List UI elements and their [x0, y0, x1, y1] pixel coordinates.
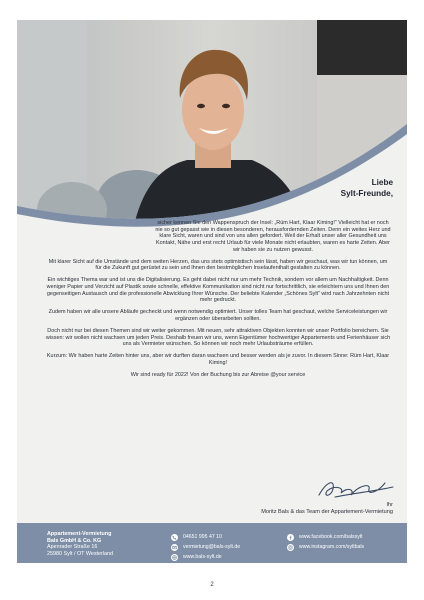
- letter-paragraph-3: Ein wichtiges Thema war und ist uns die Digitalisierung. Es geht dabei nicht nur um mehr Technik, sondern vor allem um Nachhaltigkeit. Denn weniger Papier und Verzicht auf Plastik sowie schnelle, effektive Kommunikation sind nicht nur fortschrittlich, sie erleichtern uns und Ihnen den gegenseitigen Austausch und die professionelle Abwicklung Ihrer Wünsche. Der beliebte Kalender „Schönes Sylt“ wird nach Jahrzehnten nicht mehr gedruckt.: [46, 277, 390, 304]
- globe-icon: [171, 554, 178, 561]
- closing-line-1: Ihr: [386, 502, 393, 508]
- letter-paragraph-5: Doch nicht nur bei diesen Themen sind wir weiter gekommen. Mit neuen, sehr attraktiven Objekten konnten wir unser Portfolio bereichern. Sie wissen: wir wollen nicht wachsen um jeden Preis. Deshalb freuen wir uns, wenn Eigentümer hochwertiger Appartements und Ferienhäuser sich uns als Vermieter wünschen. So können wir noch mehr Urlaubsträume erfüllen.: [45, 327, 391, 348]
- email-row[interactable]: [171, 542, 240, 552]
- web-text: www.bals-sylt.de: [183, 554, 222, 560]
- letter-paragraph-6: Kurzum: Wir haben harte Zeiten hinter uns, aber wir durften daran wachsen und besser werden als je zuvor. In diesem Sinne: Rüm Hart, Klaar Kiming!: [46, 353, 390, 366]
- portrait-photo: [17, 20, 407, 235]
- letter-page: [17, 20, 407, 563]
- web-row[interactable]: [171, 552, 240, 562]
- instagram-icon: [287, 544, 294, 551]
- closing-line-2: Moritz Bals & das Team der Appartement-Vermietung: [261, 509, 393, 515]
- mail-icon: [171, 544, 178, 551]
- letter-paragraph-4: Zudem haben wir alle unsere Abläufe gecheckt und wenn notwendig optimiert. Unser tolles Team hat geschaut, welche Serviceleistungen wir ergänzen oder überarbeiten sollten.: [48, 309, 388, 322]
- instagram-text: www.instagram.com/syltbals: [299, 544, 365, 550]
- letter-body: [45, 220, 391, 384]
- footer: [17, 523, 407, 563]
- phone-text: 04651 995 47 10: [183, 534, 222, 540]
- page-number: 2: [210, 582, 214, 588]
- phone-icon: [171, 534, 178, 541]
- facebook-icon: [287, 534, 294, 541]
- company-street: Apenrader Straße 16: [47, 544, 98, 551]
- company-city: 25980 Sylt / OT Westerland: [47, 550, 114, 557]
- closing: [261, 502, 393, 516]
- letter-paragraph-7: Wir sind ready für 2022! Von der Buchung bis zur Abreise @your service: [130, 371, 306, 378]
- company-legal: Bals GmbH & Co. KG: [47, 537, 102, 544]
- signature: [315, 475, 395, 501]
- company-address: [47, 531, 113, 557]
- phone-row[interactable]: [171, 532, 240, 542]
- company-name: Appartement-Vermietung: [47, 531, 112, 537]
- greeting-line-1: Liebe: [371, 178, 393, 187]
- email-text: vermietung@bals-sylt.de: [183, 544, 241, 550]
- contact-list: [171, 532, 240, 562]
- greeting: [341, 178, 393, 199]
- greeting-line-2: Sylt-Freunde,: [340, 188, 393, 198]
- facebook-row[interactable]: [287, 532, 364, 542]
- letter-paragraph-1: sicher kennen Sie den Wappenspruch der Insel: „Rüm Hart, Klaar Kiming!“ Vielleicht hat er noch nie so gut gepasst wie in diesen besonderen, herausfordernden Zeiten. Denn ein weites Herz und klare Sicht, waren und sind von uns allen gefordert. Weil der Erhalt unser aller Gesundheit uns Kontakt, Nähe und erst recht Urlaub für viele Monate nicht erlaubten, waren es harte Zeiten. Aber wir haben sie zu nutzen gewusst.: [155, 220, 391, 253]
- instagram-row[interactable]: [287, 542, 364, 552]
- letter-paragraph-2: Mit klarer Sicht auf die Umstände und dem weiten Herzen, das uns stets optimistisch sein lässt, haben wir geschaut, was wir tun können, um für die Zukunft gut gerüstet zu sein und Ihnen den bestmöglichen Inselaufenthalt gestalten zu können.: [48, 258, 388, 272]
- facebook-text: www.facebook.com/balssylt: [299, 534, 363, 540]
- social-list: [287, 532, 364, 552]
